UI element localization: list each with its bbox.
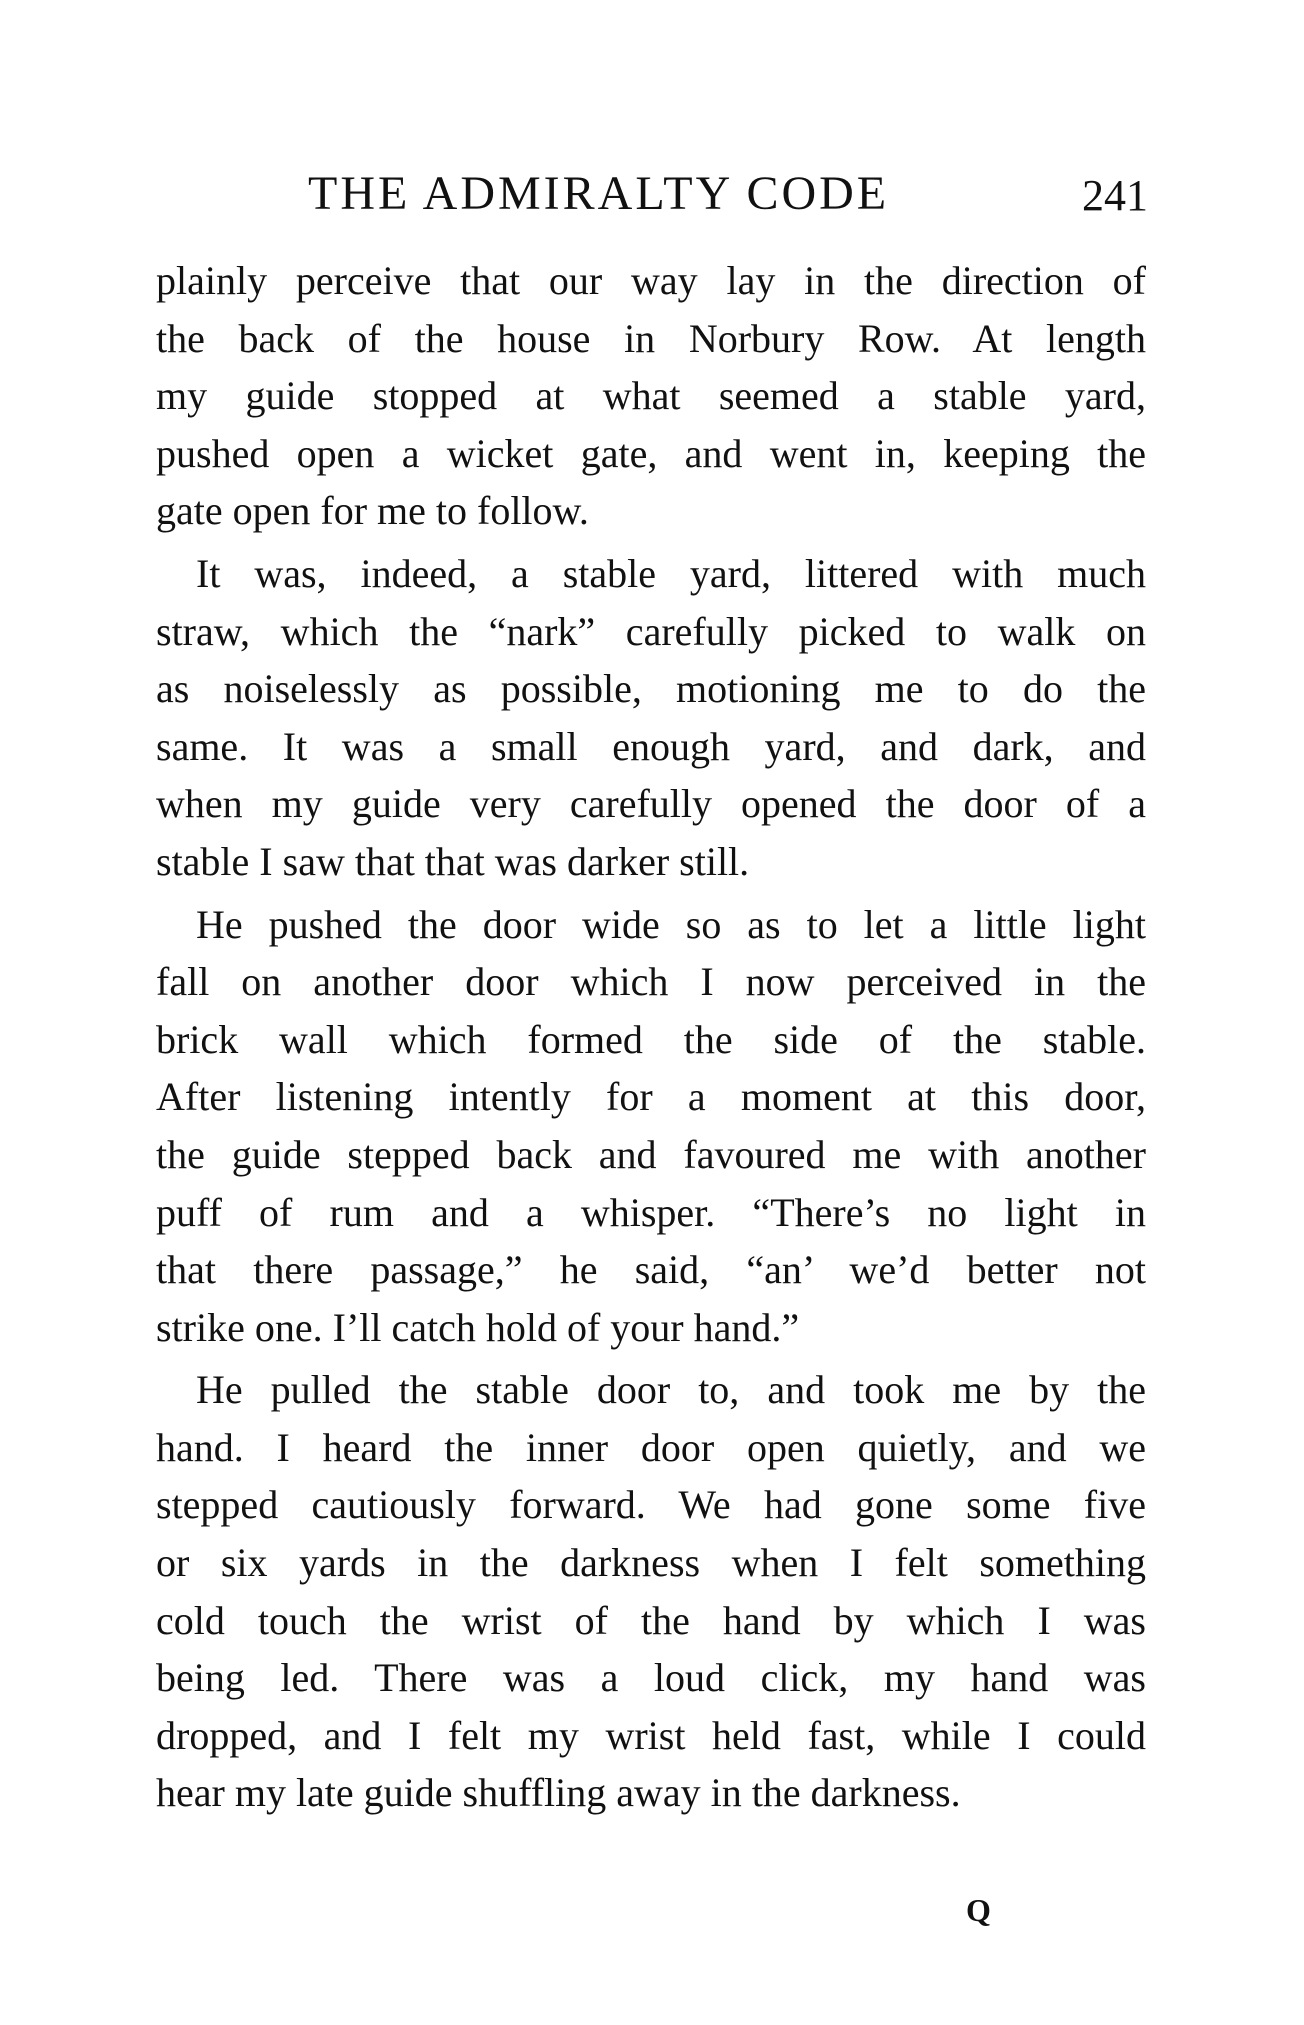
text-line: the back of the house in Norbury Row. At length xyxy=(156,315,1146,361)
text-line: It was, indeed, a stable yard, littered with much xyxy=(196,550,1146,596)
text-line: or six yards in the darkness when I felt something xyxy=(156,1540,1146,1586)
text-line: puff of rum and a whisper. “There’s no light in xyxy=(156,1189,1146,1235)
text-line: when my guide very carefully opened the door of a xyxy=(156,781,1146,827)
page-number: 241 xyxy=(1082,171,1148,220)
text-line: brick wall which formed the side of the stable. xyxy=(156,1016,1146,1062)
text-line: After listening intently for a moment at this door, xyxy=(156,1074,1146,1120)
paragraph-1 xyxy=(156,252,1146,540)
paragraph-4 xyxy=(156,1361,1146,1822)
text-line: the guide stepped back and favoured me with another xyxy=(156,1131,1146,1177)
text-line: same. It was a small enough yard, and dark, and xyxy=(156,723,1146,769)
text-line: fall on another door which I now perceived in the xyxy=(156,959,1146,1005)
text-line: pushed open a wicket gate, and went in, keeping the xyxy=(156,430,1146,476)
page-header xyxy=(308,166,1148,226)
paragraph-3 xyxy=(156,896,1146,1357)
text-line: as noiselessly as possible, motioning me to do the xyxy=(156,666,1146,712)
signature-mark: Q xyxy=(966,1892,991,1928)
text-line: hear my late guide shuffling away in the darkness. xyxy=(156,1770,961,1816)
paragraph-2 xyxy=(156,545,1146,891)
text-line: stepped cautiously forward. We had gone some five xyxy=(156,1482,1146,1528)
text-line: straw, which the “nark” carefully picked to walk on xyxy=(156,608,1146,654)
text-line: stable I saw that that was darker still. xyxy=(156,838,750,884)
text-line: being led. There was a loud click, my hand was xyxy=(156,1655,1146,1701)
text-line: hand. I heard the inner door open quietly, and we xyxy=(156,1424,1146,1470)
text-line: my guide stopped at what seemed a stable yard, xyxy=(156,373,1146,419)
running-title: THE ADMIRALTY CODE xyxy=(308,167,890,220)
body-text xyxy=(156,252,1146,1822)
text-line: He pushed the door wide so as to let a little light xyxy=(196,901,1146,947)
text-line: plainly perceive that our way lay in the direction of xyxy=(156,258,1146,303)
text-line: strike one. I’ll catch hold of your hand.” xyxy=(156,1304,800,1350)
text-line: that there passage,” he said, “an’ we’d better not xyxy=(156,1247,1146,1293)
text-line: He pulled the stable door to, and took me by the xyxy=(196,1367,1146,1413)
text-line: gate open for me to follow. xyxy=(156,488,589,534)
text-line: dropped, and I felt my wrist held fast, while I could xyxy=(156,1712,1146,1758)
text-line: cold touch the wrist of the hand by which I was xyxy=(156,1597,1146,1643)
